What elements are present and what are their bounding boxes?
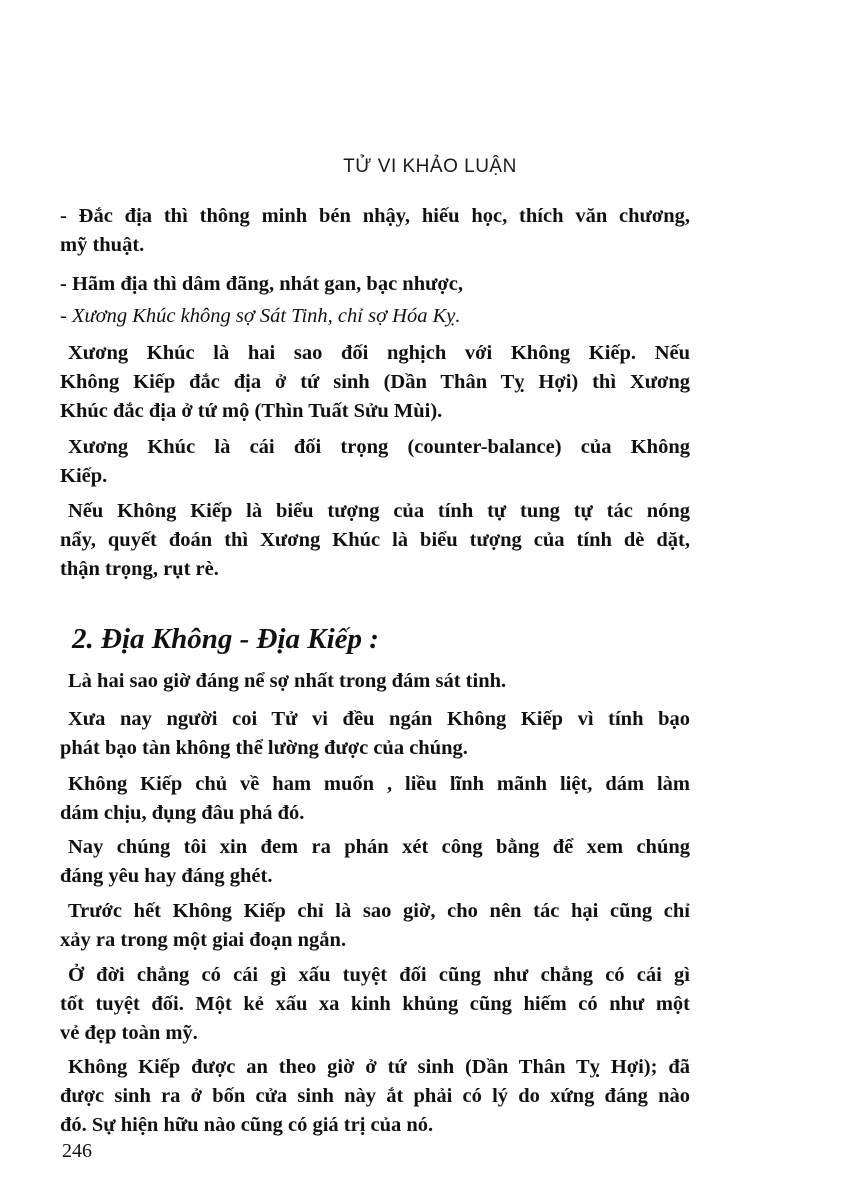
text-line: Không Kiếp được an theo giờ ở tứ sinh (Dần Thân Tỵ Hợi); đã <box>68 1056 690 1078</box>
text-line: dám chịu, đụng đâu phá đó. <box>60 802 305 824</box>
text-line: tốt tuyệt đối. Một kẻ xấu xa kinh khủng cũng hiếm có như một <box>60 993 690 1015</box>
text-line: đó. Sự hiện hữu nào cũng có giá trị của nó. <box>60 1114 434 1136</box>
text-line: Kiếp. <box>60 465 108 487</box>
text-line: Khúc đắc địa ở tứ mộ (Thìn Tuất Sửu Mùi). <box>60 400 443 422</box>
text-line: Xương Khúc là cái đối trọng (counter-balance) của Không <box>68 436 690 458</box>
page-number: 246 <box>62 1140 92 1162</box>
text-line: Xưa nay người coi Tử vi đều ngán Không Kiếp vì tính bạo <box>68 708 690 730</box>
running-head: TỬ VI KHẢO LUẬN <box>343 156 517 177</box>
section-heading: 2. Địa Không - Địa Kiếp : <box>72 623 379 655</box>
text-line: Trước hết Không Kiếp chỉ là sao giờ, cho nên tác hại cũng chỉ <box>68 900 690 922</box>
text-line: Là hai sao giờ đáng nể sợ nhất trong đám sát tinh. <box>68 670 507 692</box>
text-line: phát bạo tàn không thể lường được của chúng. <box>60 737 468 759</box>
text-line: đáng yêu hay đáng ghét. <box>60 865 273 887</box>
text-line: xảy ra trong một giai đoạn ngắn. <box>60 929 347 951</box>
text-line: vẻ đẹp toàn mỹ. <box>60 1022 198 1044</box>
text-line: Nay chúng tôi xin đem ra phán xét công bằng để xem chúng <box>68 836 690 858</box>
text-line: - Đắc địa thì thông minh bén nhậy, hiếu học, thích văn chương, <box>60 205 690 227</box>
text-line: Không Kiếp chủ về ham muốn , liều lĩnh mãnh liệt, dám làm <box>68 773 690 795</box>
text-line-italic: - Xương Khúc không sợ Sát Tinh, chỉ sợ Hóa Kỵ. <box>60 305 461 327</box>
text-line: Xương Khúc là hai sao đối nghịch với Không Kiếp. Nếu <box>68 342 690 364</box>
text-line: Nếu Không Kiếp là biểu tượng của tính tự tung tự tác nóng <box>68 500 690 522</box>
text-line: - Hãm địa thì dâm đãng, nhát gan, bạc nhược, <box>60 273 463 295</box>
text-line: thận trọng, rụt rè. <box>60 558 219 580</box>
text-line: mỹ thuật. <box>60 234 145 256</box>
text-line: Ở đời chẳng có cái gì xấu tuyệt đối cũng như chẳng có cái gì <box>68 964 690 986</box>
text-line: được sinh ra ở bốn cửa sinh này ắt phải có lý do xứng đáng nào <box>60 1085 690 1107</box>
text-line: nẩy, quyết đoán thì Xương Khúc là biểu tượng của tính dè dặt, <box>60 529 690 551</box>
text-line: Không Kiếp đắc địa ở tứ sinh (Dần Thân Tỵ Hợi) thì Xương <box>60 371 690 393</box>
